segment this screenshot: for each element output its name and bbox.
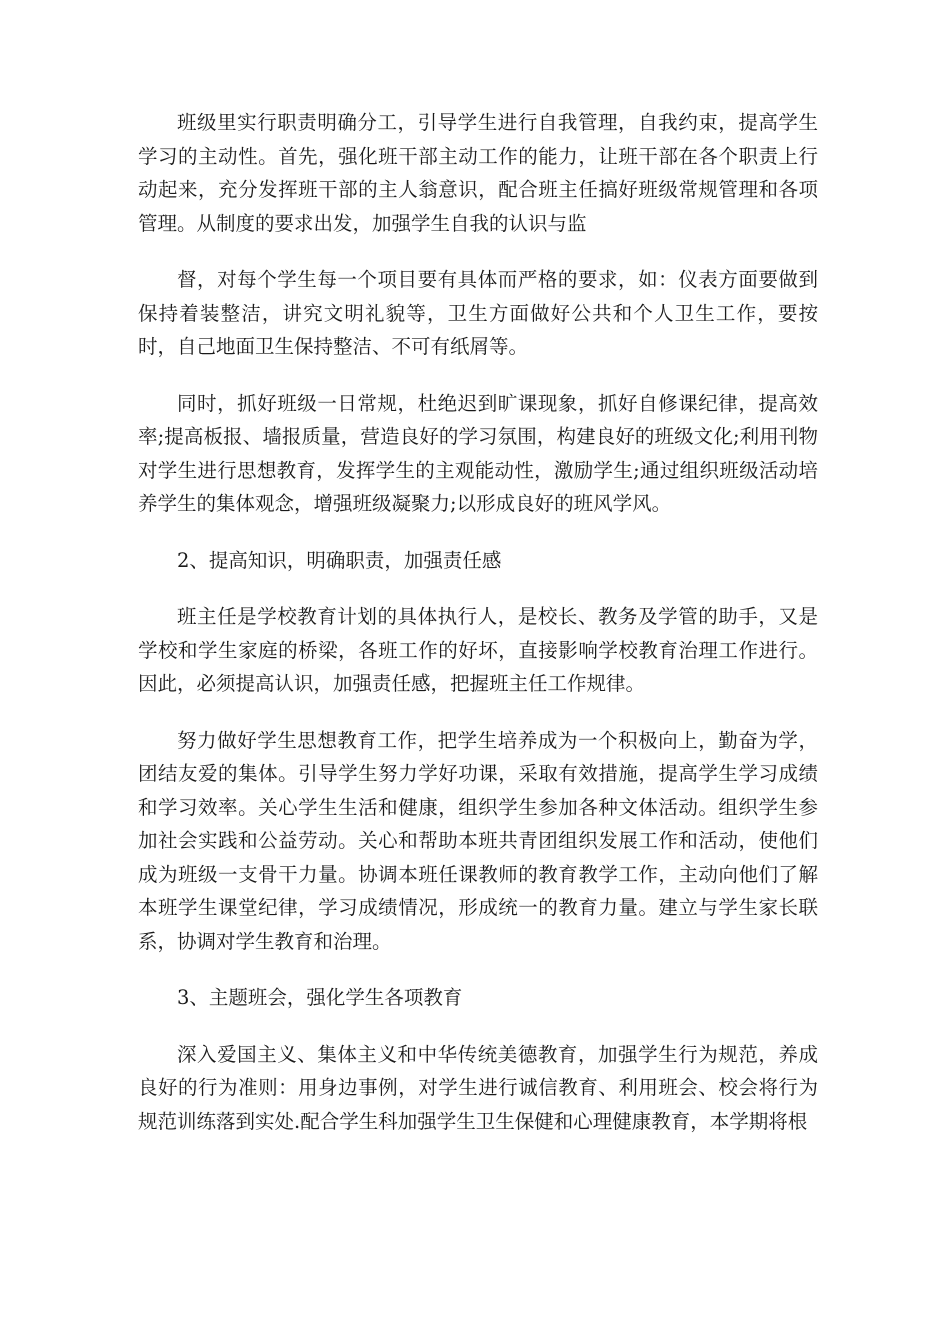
section-heading-3: 3、主题班会，强化学生各项教育: [177, 986, 463, 1009]
paragraph-patriotic-education: 深入爱国主义、集体主义和中华传统美德教育，加强学生行为规范，养成良好的行为准则：用身边事例，对学生进行诚信教育、利用班会、校会将行为规范训练落到实处.配合学生科加强学生卫生保健和心理健康教育，本学期将根: [138, 1042, 818, 1133]
document-body: [138, 106, 818, 1161]
paragraph-class-duties: 班级里实行职责明确分工，引导学生进行自我管理，自我约束，提高学生学习的主动性。首先，强化班干部主动工作的能力，让班干部在各个职责上行动起来，充分发挥班干部的主人翁意识，配合班主任搞好班级常规管理和各项管理。从制度的要求出发，加强学生自我的认识与监: [138, 111, 818, 235]
paragraph-ideological-education: 努力做好学生思想教育工作，把学生培养成为一个积极向上，勤奋为学，团结友爱的集体。引导学生努力学好功课，采取有效措施，提高学生学习成绩和学习效率。关心学生生活和健康，组织学生参加各种文体活动。组织学生参加社会实践和公益劳动。关心和帮助本班共青团组织发展工作和活动，使他们成为班级一支骨干力量。协调本班任课教师的教育教学工作，主动向他们了解本班学生课堂纪律，学习成绩情况，形成统一的教育力量。建立与学生家长联系，协调对学生教育和治理。: [138, 728, 818, 953]
paragraph-supervision-requirements: 督，对每个学生每一个项目要有具体而严格的要求，如：仪表方面要做到保持着装整洁，讲究文明礼貌等，卫生方面做好公共和个人卫生工作，要按时，自己地面卫生保持整洁、不可有纸屑等。: [138, 268, 818, 358]
paragraph-daily-routine: 同时，抓好班级一日常规，杜绝迟到旷课现象，抓好自修课纪律，提高效率;提高板报、墙报质量，营造良好的学习氛围，构建良好的班级文化;利用刊物对学生进行思想教育，发挥学生的主观能动性，激励学生;通过组织班级活动培养学生的集体观念，增强班级凝聚力;以形成良好的班风学风。: [138, 391, 818, 515]
paragraph-head-teacher-role: 班主任是学校教育计划的具体执行人，是校长、教务及学管的助手，又是学校和学生家庭的桥梁，各班工作的好坏，直接影响学校教育治理工作进行。因此，必须提高认识，加强责任感，把握班主任工作规律。: [138, 605, 818, 695]
section-heading-2: 2、提高知识，明确职责，加强责任感: [177, 548, 502, 572]
